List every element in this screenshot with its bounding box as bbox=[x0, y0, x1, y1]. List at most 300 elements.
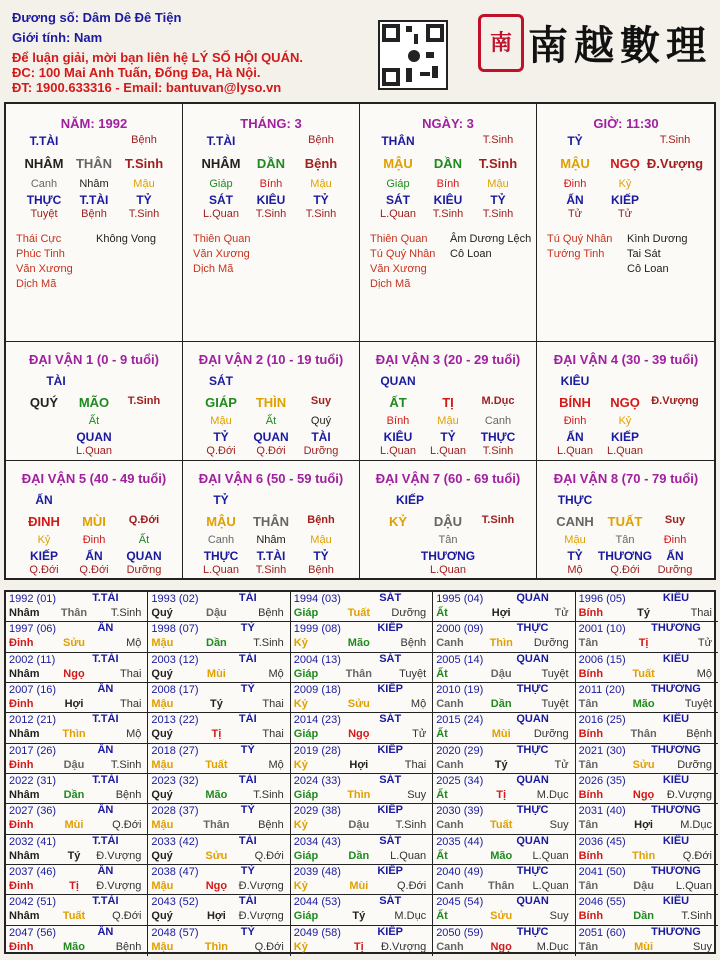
year-ten-god: KIÊU bbox=[662, 713, 690, 726]
year-stage: Dưỡng bbox=[533, 728, 569, 741]
pillar-cell: Giáp bbox=[386, 178, 410, 190]
star-item: Thái Cực bbox=[16, 233, 62, 245]
year-stage: T.Sinh bbox=[681, 910, 712, 923]
year-cell bbox=[433, 895, 575, 925]
stars-good bbox=[370, 232, 435, 292]
year-stage: Tuyệt bbox=[541, 697, 569, 710]
year-can: Canh bbox=[436, 819, 464, 832]
year-chi: Ngọ bbox=[632, 788, 655, 801]
year-stage: Suy bbox=[693, 940, 712, 953]
year-ten-god: SÁT bbox=[379, 592, 402, 604]
year-label: 2013 (22) bbox=[151, 714, 199, 727]
year-label: 2023 (32) bbox=[151, 774, 199, 787]
pillar-cell: KIÊU bbox=[433, 193, 463, 207]
pillar-cell: Mậu bbox=[310, 178, 332, 190]
year-label: 2021 (30) bbox=[578, 744, 626, 757]
year-stage: Đ.Vượng bbox=[238, 879, 284, 892]
pillar-cell: Giáp bbox=[209, 178, 233, 190]
year-label: 2039 (48) bbox=[293, 865, 341, 878]
year-can: Mậu bbox=[151, 940, 174, 953]
dai-van-hidden: Nhâm bbox=[256, 534, 286, 546]
year-can: Kỷ bbox=[293, 940, 308, 953]
year-cell bbox=[576, 713, 718, 743]
year-ten-god: TỶ bbox=[240, 864, 255, 877]
year-stage: T.Sinh bbox=[110, 607, 142, 619]
pillar-3 bbox=[537, 104, 715, 342]
year-chi: Dậu bbox=[633, 879, 654, 892]
year-cell bbox=[148, 744, 290, 774]
year-chi: Ngọ bbox=[490, 940, 512, 953]
dai-van-ten-god: ẤN bbox=[35, 493, 53, 507]
dai-van-hidden: Bệnh bbox=[308, 564, 334, 576]
dai-van-hidden: ẤN bbox=[566, 430, 584, 444]
year-stage: Bệnh bbox=[115, 940, 142, 953]
pillar-cell: Bính bbox=[436, 178, 460, 190]
year-ten-god: THỰC bbox=[516, 804, 549, 817]
dai-van-can: CANH bbox=[556, 514, 594, 529]
year-cell bbox=[6, 865, 148, 895]
year-cell bbox=[291, 865, 433, 895]
pillar-cell: T.Sinh bbox=[124, 156, 164, 171]
pillar-title: NGÀY: 3 bbox=[422, 116, 474, 131]
dai-van-can: MẬU bbox=[206, 514, 236, 529]
dai-van-hidden: Ất bbox=[265, 415, 277, 427]
star-item: Văn Xương bbox=[193, 248, 250, 260]
stars-good bbox=[16, 232, 73, 292]
year-label: 2033 (42) bbox=[151, 835, 199, 848]
year-label: 1995 (04) bbox=[436, 593, 484, 605]
dai-van-hidden: Canh bbox=[484, 415, 512, 427]
dai-van-hidden: Dưỡng bbox=[126, 564, 162, 576]
dai-van-stage: Q.Đới bbox=[128, 514, 160, 526]
year-ten-god: THƯƠNG bbox=[651, 864, 701, 877]
year-cell bbox=[148, 804, 290, 834]
year-chi: Mão bbox=[347, 637, 370, 650]
dai-van-hidden: Quý bbox=[310, 415, 332, 427]
dai-van-hidden: L.Quan bbox=[75, 445, 113, 457]
year-ten-god: KIẾP bbox=[377, 804, 404, 817]
year-ten-god: THỰC bbox=[516, 622, 549, 635]
pillar-title: THÁNG: 3 bbox=[240, 116, 302, 131]
year-stage: Q.Đới bbox=[112, 910, 142, 923]
year-chi: Tý bbox=[494, 758, 508, 771]
year-can: Giáp bbox=[293, 788, 319, 801]
year-chi: Sửu bbox=[490, 910, 513, 923]
header bbox=[0, 0, 720, 100]
year-chi: Ngọ bbox=[205, 879, 228, 892]
year-chi: Hợi bbox=[64, 697, 84, 710]
dai-van-hidden: THƯƠNG bbox=[420, 549, 476, 563]
year-stage: Tuyệt bbox=[399, 667, 427, 680]
year-stage: Thai bbox=[262, 728, 284, 741]
dai-van-5 bbox=[183, 461, 360, 580]
dai-van-hidden: Bính bbox=[386, 415, 410, 427]
year-cell bbox=[291, 804, 433, 834]
pillar-cell: KIẾP bbox=[610, 193, 639, 207]
year-stage: Thai bbox=[404, 758, 427, 771]
year-chi: Tý bbox=[209, 697, 223, 710]
pillar-cell: T.Sinh bbox=[305, 208, 337, 220]
year-label: 1999 (08) bbox=[293, 623, 341, 636]
year-ten-god: KIÊU bbox=[662, 592, 690, 604]
year-ten-god: ẤN bbox=[97, 804, 114, 817]
year-chi: Tị bbox=[496, 788, 507, 801]
year-stage: Mộ bbox=[696, 667, 712, 680]
dai-van-2 bbox=[360, 342, 537, 461]
year-label: 2017 (26) bbox=[9, 744, 57, 757]
year-ten-god: KIẾP bbox=[377, 864, 404, 877]
year-ten-god: T.TÀI bbox=[92, 652, 119, 665]
year-label: 2004 (13) bbox=[293, 653, 341, 666]
pillar-0 bbox=[6, 104, 183, 342]
year-label: 2042 (51) bbox=[9, 896, 57, 909]
pillar-cell: Bệnh bbox=[131, 134, 157, 146]
year-label: 2030 (39) bbox=[436, 805, 484, 818]
star-item: Cô Loan bbox=[450, 248, 492, 260]
dai-van-can: ĐINH bbox=[28, 514, 60, 529]
year-label: 2051 (60) bbox=[578, 926, 626, 939]
year-cell bbox=[576, 622, 718, 652]
year-ten-god: QUAN bbox=[516, 592, 549, 604]
dai-van-chi: NGỌ bbox=[610, 395, 640, 410]
star-item: Văn Xương bbox=[370, 263, 427, 275]
year-chi: Hợi bbox=[491, 607, 511, 619]
year-cell bbox=[148, 592, 290, 622]
year-stage: L.Quan bbox=[532, 849, 569, 862]
year-ten-god: THỰC bbox=[516, 864, 549, 877]
year-can: Đinh bbox=[9, 819, 34, 832]
year-chi: Tý bbox=[67, 849, 81, 862]
year-chi: Tý bbox=[352, 910, 366, 923]
year-label: 2048 (57) bbox=[151, 926, 199, 939]
dai-van-hidden: Q.Đới bbox=[206, 445, 236, 457]
year-ten-god: SÁT bbox=[379, 834, 402, 847]
year-label: 1997 (06) bbox=[9, 623, 57, 636]
year-cell bbox=[6, 804, 148, 834]
year-can: Mậu bbox=[151, 697, 174, 710]
dai-van-hidden: ẤN bbox=[85, 549, 103, 563]
dai-van-hidden: TỶ bbox=[440, 430, 456, 444]
pillar-cell: DẦN bbox=[256, 156, 286, 171]
pillar-cell: Tử bbox=[567, 208, 583, 220]
year-ten-god: THƯƠNG bbox=[651, 622, 701, 635]
year-chi: Dậu bbox=[490, 667, 512, 680]
year-stage: Tử bbox=[412, 728, 427, 741]
dai-van-chi: THÂN bbox=[252, 514, 290, 529]
year-ten-god: T.TÀI bbox=[92, 834, 119, 847]
year-ten-god: KIÊU bbox=[662, 773, 690, 786]
year-can: Giáp bbox=[293, 728, 319, 741]
dai-van-hidden: Mậu bbox=[564, 534, 586, 546]
year-chi: Mùi bbox=[634, 940, 654, 953]
year-stage: Tử bbox=[554, 607, 569, 619]
seal-icon: 南 bbox=[478, 14, 524, 72]
pillar-cell: THÂN bbox=[381, 134, 415, 148]
year-chi: Mùi bbox=[64, 819, 84, 832]
dai-van-chi: MÙI bbox=[82, 514, 106, 529]
year-label: 2041 (50) bbox=[578, 865, 626, 878]
year-stage: Tử bbox=[697, 637, 712, 650]
year-ten-god: TỶ bbox=[240, 622, 255, 635]
year-ten-god: SÁT bbox=[379, 895, 402, 908]
pillar-cell: T.TÀI bbox=[29, 134, 59, 148]
pillar-cell: T.Sinh bbox=[128, 208, 160, 220]
star-item: Văn Xương bbox=[16, 263, 73, 275]
year-chi: Tị bbox=[211, 728, 222, 741]
year-stage: Đ.Vượng bbox=[238, 910, 284, 923]
dai-van-hidden: Q.Đới bbox=[79, 564, 109, 576]
year-label: 2011 (20) bbox=[578, 683, 625, 696]
year-cell bbox=[6, 895, 148, 925]
year-chi: Dậu bbox=[206, 607, 227, 619]
year-chi: Ngọ bbox=[348, 728, 370, 741]
year-ten-god: THƯƠNG bbox=[651, 804, 701, 817]
pillar-cell: Bính bbox=[259, 178, 283, 190]
year-can: Nhâm bbox=[9, 788, 40, 801]
year-can: Mậu bbox=[151, 819, 174, 832]
year-cell bbox=[6, 926, 148, 956]
year-chi: Tị bbox=[638, 637, 649, 650]
year-cell bbox=[6, 653, 148, 683]
logo: 南越數理 bbox=[528, 22, 712, 69]
year-label: 2043 (52) bbox=[151, 896, 199, 909]
year-stage: Thai bbox=[119, 667, 142, 680]
year-can: Canh bbox=[436, 637, 464, 650]
year-label: 2047 (56) bbox=[9, 926, 57, 939]
star-item: Thiên Quan bbox=[370, 233, 428, 245]
year-stage: M.Dục bbox=[394, 910, 427, 923]
year-label: 2003 (12) bbox=[151, 653, 199, 666]
year-cell bbox=[433, 622, 575, 652]
year-ten-god: TỶ bbox=[240, 743, 255, 756]
year-cell bbox=[291, 713, 433, 743]
year-stage: L.Quan bbox=[532, 879, 569, 892]
dai-van-hidden: Tân bbox=[615, 534, 635, 546]
year-ten-god: KIẾP bbox=[377, 682, 404, 695]
year-cell bbox=[433, 865, 575, 895]
pillar-cell: TỶ bbox=[567, 134, 583, 148]
year-cell bbox=[148, 865, 290, 895]
year-label: 2018 (27) bbox=[151, 744, 199, 757]
year-cell bbox=[576, 835, 718, 865]
year-can: Nhâm bbox=[9, 728, 40, 741]
stars-good bbox=[193, 232, 250, 277]
year-ten-god: TỶ bbox=[240, 804, 255, 817]
year-cell bbox=[291, 744, 433, 774]
year-can: Giáp bbox=[293, 910, 319, 923]
year-chi: Tuất bbox=[205, 758, 228, 771]
year-ten-god: QUAN bbox=[516, 773, 549, 786]
dai-van-hidden: L.Quan bbox=[429, 445, 467, 457]
year-chi: Thân bbox=[60, 607, 88, 619]
year-chi: Tuất bbox=[489, 819, 513, 832]
year-chi: Hợi bbox=[634, 819, 653, 832]
dai-van-title: ĐẠI VẬN 3 (20 - 29 tuổi) bbox=[375, 352, 521, 367]
year-can: Tân bbox=[578, 940, 599, 953]
year-label: 2025 (34) bbox=[436, 774, 484, 787]
year-ten-god: ẤN bbox=[97, 682, 114, 695]
year-label: 2029 (38) bbox=[293, 805, 341, 818]
year-label: 2027 (36) bbox=[9, 805, 57, 818]
dai-van-hidden: Q.Đới bbox=[29, 564, 59, 576]
year-cell bbox=[433, 653, 575, 683]
pillar-cell: Bệnh bbox=[81, 208, 107, 220]
year-can: Bính bbox=[578, 849, 604, 862]
year-cell bbox=[148, 835, 290, 865]
dai-van-hidden: Dưỡng bbox=[657, 564, 693, 576]
year-stage: T.Sinh bbox=[253, 637, 284, 650]
dai-van-chi: TUẤT bbox=[607, 514, 643, 529]
gender: Giới tính: Nam bbox=[12, 30, 103, 45]
dai-van-7 bbox=[537, 461, 715, 580]
year-label: 2036 (45) bbox=[578, 835, 626, 848]
year-stage: Bệnh bbox=[258, 819, 284, 832]
star-item: Không Vong bbox=[96, 233, 156, 245]
year-label: 2015 (24) bbox=[436, 714, 484, 727]
year-ten-god: TỶ bbox=[240, 682, 255, 695]
year-can: Quý bbox=[151, 910, 173, 923]
dai-van-hidden: TỶ bbox=[567, 549, 583, 563]
year-stage: Bệnh bbox=[686, 728, 712, 741]
year-can: Canh bbox=[436, 940, 464, 953]
dai-van-hidden: Ất bbox=[138, 534, 150, 546]
year-stage: Thai bbox=[262, 697, 284, 710]
contact-note: Để luận giải, mời bạn liên hệ LÝ SỐ HỘI QUÁN. bbox=[12, 50, 303, 65]
year-cell bbox=[6, 744, 148, 774]
year-cell bbox=[6, 592, 148, 622]
stars-other bbox=[627, 232, 687, 277]
year-label: 2034 (43) bbox=[293, 835, 341, 848]
pillar-cell: Nhâm bbox=[79, 178, 109, 190]
year-can: Ất bbox=[436, 607, 448, 619]
pillar-cell: Tuyệt bbox=[30, 208, 58, 220]
dai-van-chi: DẬU bbox=[433, 514, 463, 529]
dai-van-hidden: ẤN bbox=[666, 549, 684, 563]
year-stage: Suy bbox=[549, 819, 569, 832]
year-chi: Mão bbox=[632, 697, 655, 710]
pillar-cell: Mậu bbox=[487, 178, 509, 190]
year-chi: Sửu bbox=[632, 758, 655, 771]
star-item: Tú Quý Nhân bbox=[370, 248, 436, 260]
year-can: Bính bbox=[578, 728, 604, 741]
year-can: Đinh bbox=[9, 758, 34, 771]
year-chi: Tuất bbox=[632, 667, 655, 680]
year-can: Tân bbox=[578, 758, 599, 771]
dai-van-hidden: Đinh bbox=[663, 534, 687, 546]
year-can: Kỷ bbox=[293, 819, 308, 832]
dai-van-hidden: L.Quan bbox=[429, 564, 467, 576]
year-can: Quý bbox=[151, 788, 173, 801]
year-label: 2001 (10) bbox=[578, 623, 626, 636]
year-ten-god: SÁT bbox=[379, 652, 402, 665]
year-cell bbox=[148, 774, 290, 804]
annual-luck-table bbox=[4, 590, 716, 954]
dai-van-chi: TỊ bbox=[442, 395, 454, 410]
pillar-cell: T.Sinh bbox=[255, 208, 287, 220]
year-label: 2045 (54) bbox=[436, 896, 484, 909]
year-can: Đinh bbox=[9, 879, 34, 892]
dai-van-stage: T.Sinh bbox=[127, 395, 161, 407]
year-stage: Q.Đới bbox=[112, 819, 142, 832]
pillar-cell: THÂN bbox=[75, 156, 113, 171]
year-chi: Tị bbox=[69, 879, 79, 892]
year-ten-god: KIÊU bbox=[662, 895, 690, 908]
year-ten-god: THƯƠNG bbox=[651, 743, 701, 756]
year-cell bbox=[433, 713, 575, 743]
dai-van-hidden: Canh bbox=[207, 534, 235, 546]
dai-van-hidden: Mậu bbox=[437, 415, 459, 427]
dai-van-can: KỶ bbox=[388, 514, 408, 529]
year-ten-god: KIÊU bbox=[662, 652, 690, 665]
pillar-cell: Mậu bbox=[133, 178, 155, 190]
year-stage: Tuyệt bbox=[541, 667, 569, 680]
dai-van-stage: M.Dục bbox=[481, 395, 515, 407]
year-ten-god: QUAN bbox=[516, 834, 549, 847]
year-label: 2031 (40) bbox=[578, 805, 626, 818]
year-chi: Mùi bbox=[491, 728, 511, 741]
pillar-cell: TỶ bbox=[313, 193, 329, 207]
dai-van-title: ĐẠI VẬN 2 (10 - 19 tuổi) bbox=[198, 352, 344, 367]
year-stage: Đ.Vượng bbox=[96, 849, 142, 862]
year-cell bbox=[6, 622, 148, 652]
year-stage: Bệnh bbox=[400, 637, 427, 650]
year-ten-god: TÀI bbox=[238, 773, 257, 786]
pillar-cell: Đinh bbox=[563, 178, 587, 190]
dai-van-hidden: Đinh bbox=[82, 534, 106, 546]
year-ten-god: KIẾP bbox=[377, 925, 404, 938]
year-label: 2005 (14) bbox=[436, 653, 484, 666]
year-cell bbox=[148, 653, 290, 683]
year-stage: Suy bbox=[407, 788, 427, 801]
pillar-cell: T.Sinh bbox=[659, 134, 691, 146]
year-chi: Ngọ bbox=[63, 667, 85, 680]
year-ten-god: ẤN bbox=[97, 864, 114, 877]
dai-van-hidden: Q.Đới bbox=[256, 445, 286, 457]
dai-van-hidden: THƯƠNG bbox=[597, 549, 653, 563]
year-ten-god: ẤN bbox=[97, 622, 114, 635]
dai-van-hidden: Tân bbox=[438, 534, 458, 546]
year-chi: Dậu bbox=[348, 819, 370, 832]
year-can: Quý bbox=[151, 667, 173, 680]
dai-van-hidden: Mộ bbox=[567, 564, 583, 576]
year-chi: Thân bbox=[203, 819, 230, 832]
year-chi: Dần bbox=[490, 697, 512, 710]
year-cell bbox=[148, 713, 290, 743]
pillar-title: GIỜ: 11:30 bbox=[593, 116, 659, 131]
dai-van-stage: Đ.Vượng bbox=[651, 395, 699, 407]
star-item: Kình Dương bbox=[627, 233, 688, 245]
year-can: Tân bbox=[578, 879, 599, 892]
year-cell bbox=[433, 774, 575, 804]
year-can: Đinh bbox=[9, 637, 34, 650]
dai-van-ten-god: THỰC bbox=[557, 493, 593, 507]
year-can: Ất bbox=[436, 728, 448, 741]
year-cell bbox=[291, 683, 433, 713]
year-cell bbox=[148, 895, 290, 925]
dai-van-can: QUÝ bbox=[29, 395, 59, 410]
year-chi: Dậu bbox=[63, 758, 85, 771]
dai-van-hidden: L.Quan bbox=[606, 445, 644, 457]
bazi-chart bbox=[4, 102, 716, 580]
year-can: Ất bbox=[436, 788, 448, 801]
year-ten-god: QUAN bbox=[516, 895, 549, 908]
dai-van-1 bbox=[183, 342, 360, 461]
year-stage: Q.Đới bbox=[254, 940, 284, 953]
dai-van-hidden: TỶ bbox=[213, 430, 229, 444]
year-chi: Dần bbox=[633, 910, 654, 923]
pillar-1 bbox=[183, 104, 360, 342]
year-chi: Thân bbox=[345, 667, 372, 680]
